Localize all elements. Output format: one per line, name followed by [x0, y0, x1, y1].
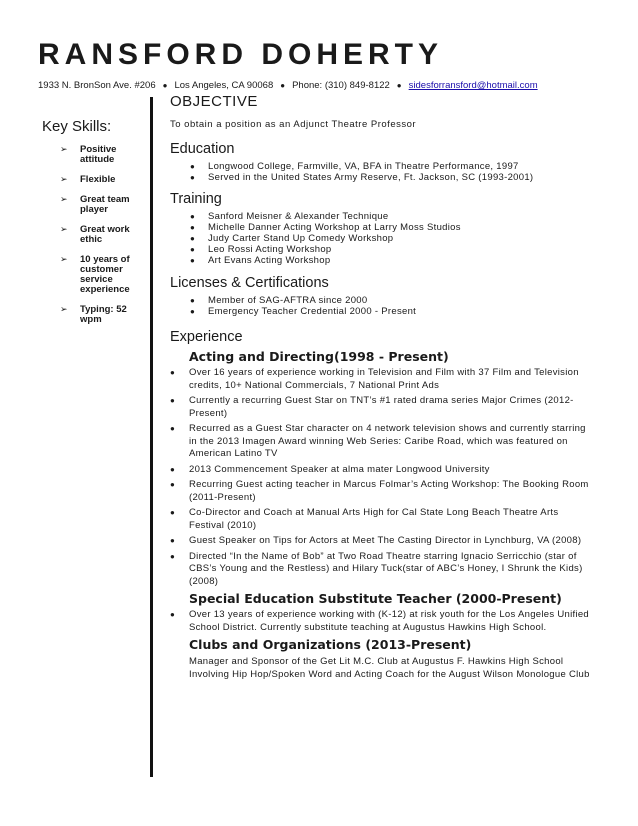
bullet-icon: ● [190, 245, 196, 254]
bullet-icon: ● [170, 480, 176, 489]
licenses-title: Licenses & Certifications [170, 275, 329, 291]
arrow-bullet-icon: ➢ [60, 304, 68, 314]
arrow-bullet-icon: ➢ [60, 194, 68, 204]
list-item: ● Emergency Teacher Credential 2000 - Present [190, 306, 417, 317]
resume-name: RANSFORD DOHERTY [38, 38, 444, 71]
bullet-icon: ● [170, 508, 176, 517]
experience-title: Experience [170, 329, 243, 345]
training-title: Training [170, 191, 222, 207]
arrow-bullet-icon: ➢ [60, 174, 68, 184]
education-list [170, 161, 590, 183]
phone: Phone: (310) 849-8122 [292, 80, 390, 91]
list-item: ● Currently a recurring Guest Star on TNT’s #1 rated drama series Major Crimes (2012- Present) [170, 395, 574, 419]
objective-title: OBJECTIVE [170, 93, 258, 110]
sidebar [42, 118, 148, 335]
separator-dot-icon: ● [280, 81, 286, 90]
list-item: ● Co-Director and Coach at Manual Arts High for Cal State Long Beach Theatre Arts Festival (2010) [170, 507, 559, 531]
skill-item: ➢ 10 years of customer service experience [60, 254, 130, 295]
list-item: ● Over 16 years of experience working in Television and Film with 37 Film and Television credits, 10+ National Commercials, 7 National Print Ads [170, 367, 579, 391]
list-item: ● Guest Speaker on Tips for Actors at Meet The Casting Director in Lynchburg, VA (2008) [170, 535, 582, 546]
bullet-icon: ● [170, 368, 176, 377]
separator-dot-icon: ● [162, 81, 168, 90]
address: 1933 N. BronSon Ave. #206 [38, 80, 156, 91]
bullet-icon: ● [170, 396, 176, 405]
bullet-icon: ● [190, 162, 196, 171]
skill-item: ➢ Great team player [60, 194, 130, 215]
special-ed-title: Special Education Substitute Teacher (2000-Present) [189, 591, 562, 606]
arrow-bullet-icon: ➢ [60, 144, 68, 154]
clubs-text: Manager and Sponsor of the Get Lit M.C. Club at Augustus F. Hawkins High School Involving Hip Hop/Spoken Word and Acting Coach for the August Wilson Monologue Club [189, 656, 590, 680]
skills-list [42, 145, 148, 325]
arrow-bullet-icon: ➢ [60, 224, 68, 234]
bullet-icon: ● [190, 223, 196, 232]
list-item: ● Served in the United States Army Reserve, Ft. Jackson, SC (1993-2001) [190, 172, 534, 183]
skill-item: ➢ Typing: 52 wpm [60, 304, 127, 325]
list-item: ● Judy Carter Stand Up Comedy Workshop [190, 233, 394, 244]
list-item: ● Leo Rossi Acting Workshop [190, 244, 332, 255]
education-title: Education [170, 141, 235, 157]
list-item: ● Recurred as a Guest Star character on 4 network television shows and currently starring in the 2013 Imagen Award winning Web Series: Caribe Road, which was featured on American Latino TV [170, 423, 586, 459]
bullet-icon: ● [170, 551, 176, 561]
email-link[interactable]: sidesforransford@hotmail.com [408, 80, 538, 91]
objective-text: To obtain a position as an Adjunct Theatre Professor [170, 119, 417, 130]
vertical-divider [150, 97, 153, 777]
list-item: ● Member of SAG-AFTRA since 2000 [190, 295, 368, 306]
skill-item: ➢ Positive attitude [60, 144, 117, 165]
clubs-title: Clubs and Organizations (2013-Present) [189, 637, 472, 652]
skill-item: ➢ Flexible [60, 174, 116, 185]
special-ed-list [170, 609, 590, 634]
key-skills-title: Key Skills: [42, 118, 112, 135]
contact-line [38, 80, 538, 91]
bullet-icon: ● [190, 212, 196, 221]
bullet-icon: ● [190, 296, 196, 305]
acting-list [170, 367, 590, 588]
skill-item: ➢ Great work ethic [60, 224, 130, 245]
separator-dot-icon: ● [396, 81, 402, 90]
acting-title: Acting and Directing(1998 - Present) [189, 349, 449, 364]
bullet-icon: ● [190, 256, 196, 265]
bullet-icon: ● [170, 610, 176, 619]
list-item: ● Michelle Danner Acting Workshop at Larry Moss Studios [190, 222, 461, 233]
bullet-icon: ● [190, 173, 196, 182]
bullet-icon: ● [170, 464, 176, 474]
list-item: ● Recurring Guest acting teacher in Marcus Folmar’s Acting Workshop: The Booking Room (2011-Present) [170, 479, 589, 503]
list-item: ● Longwood College, Farmville, VA, BFA in Theatre Performance, 1997 [190, 161, 519, 172]
city: Los Angeles, CA 90068 [174, 80, 274, 91]
bullet-icon: ● [190, 307, 196, 316]
list-item: ● Over 13 years of experience working with (K-12) at risk youth for the Los Angeles Unified School District. Currently substitute teaching at Augustus Hawkins High School. [170, 609, 590, 633]
list-item: ● Directed “In the Name of Bob” at Two Road Theatre starring Ignacio Serricchio (star of CBS’s Young and the Restless) and Hilary Tuck(star of ABC’s Honey, I Shrunk the Kids) (2008) [170, 550, 583, 587]
arrow-bullet-icon: ➢ [60, 254, 68, 264]
list-item: ● Art Evans Acting Workshop [190, 255, 331, 266]
licenses-list [170, 295, 590, 317]
bullet-icon: ● [190, 234, 196, 243]
main-content [170, 93, 590, 681]
list-item: ● Sanford Meisner & Alexander Technique [190, 211, 389, 222]
list-item: ● 2013 Commencement Speaker at alma mater Longwood University [170, 463, 490, 475]
bullet-icon: ● [170, 536, 176, 545]
bullet-icon: ● [170, 424, 176, 433]
training-list [170, 211, 590, 266]
